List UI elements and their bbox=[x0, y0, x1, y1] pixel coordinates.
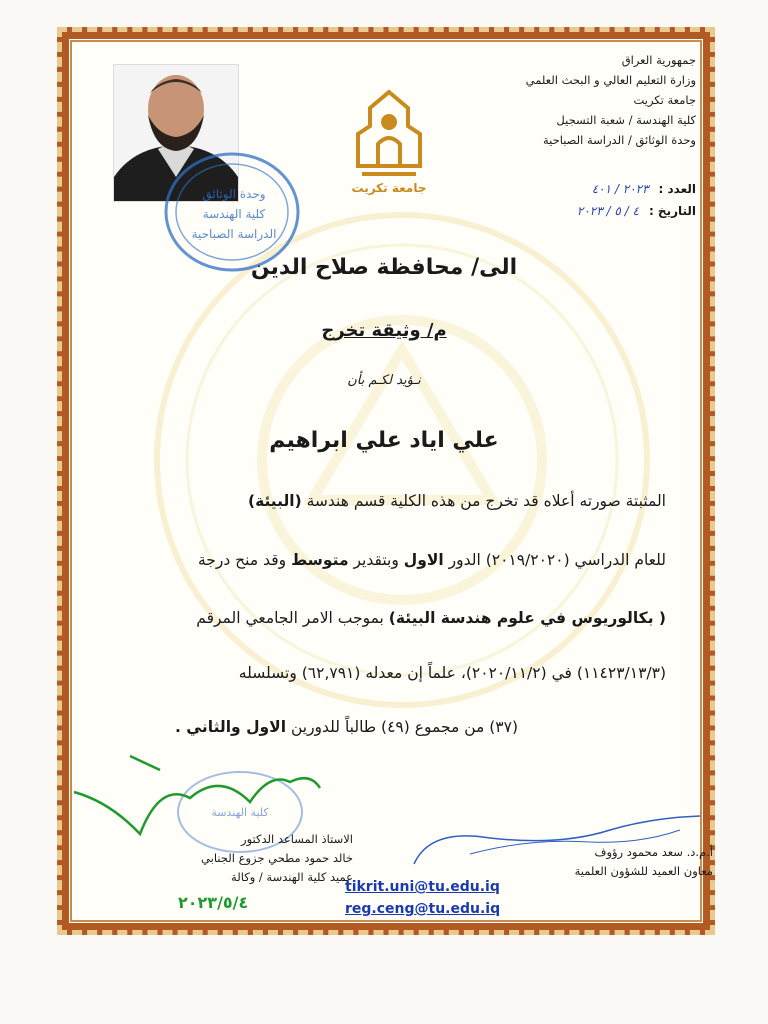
university-line: جامعة تكريت bbox=[633, 93, 696, 107]
body-line-1-text: المثبتة صورته أعلاه قد تخرج من هذه الكلية قسم هندسة bbox=[306, 492, 666, 510]
associate-dean-block bbox=[543, 843, 713, 881]
date-label: التاريخ : bbox=[648, 204, 696, 218]
stamp-line-1: وحدة الوثائق bbox=[202, 187, 266, 201]
degree-name: ( بكالوريوس في علوم هندسة البيئة) bbox=[388, 609, 666, 627]
rank-text: (٣٧) من مجموع (٤٩) طالباً للدورين bbox=[290, 718, 518, 736]
subject-line: م/ وثيقة تخرج bbox=[321, 320, 447, 341]
grade-label: وبتقدير bbox=[353, 551, 399, 569]
reference-block bbox=[456, 178, 696, 222]
student-name: علي اياد علي ابراهيم bbox=[269, 428, 499, 453]
body-line-2 bbox=[76, 551, 666, 569]
rounds-text: الاول والثاني . bbox=[174, 718, 287, 736]
body-line-3 bbox=[76, 609, 666, 627]
issuer-header bbox=[466, 50, 696, 150]
college-line: كلية الهندسة / شعبة التسجيل bbox=[556, 113, 696, 127]
contact-emails bbox=[345, 876, 515, 920]
degree-intro: وقد منح درجة bbox=[197, 551, 287, 569]
logo-text: جامعة تكريت bbox=[351, 181, 427, 195]
dean-name: خالد حمود مطحي جزوع الجنابي bbox=[201, 851, 353, 865]
certify-phrase: نـؤيد لكـم بأن bbox=[347, 373, 421, 388]
body-line-1 bbox=[76, 492, 666, 510]
registration-email-link[interactable]: reg.ceng@tu.edu.iq bbox=[345, 901, 501, 917]
dean-title: الاستاذ المساعد الدكتور bbox=[241, 832, 353, 846]
unit-line: وحدة الوثائق / الدراسة الصباحية bbox=[542, 133, 696, 147]
order-details: (١١٤٢٣/١٣/٣) في (٢٠٢٠/١١/٢)، علماً إن معدله (٦٢,٧٩١) وتسلسله bbox=[238, 664, 666, 682]
documents-unit-stamp bbox=[150, 140, 300, 272]
dean-position: عميد كلية الهندسة / وكالة bbox=[231, 870, 353, 884]
department-name: (البيئة) bbox=[247, 492, 302, 510]
dean-signature-block bbox=[103, 830, 353, 887]
stamp-line-2: كلية الهندسة bbox=[202, 207, 266, 221]
order-text: بموجب الامر الجامعي المرقم bbox=[196, 609, 384, 627]
dean-stamp-text: كلية الهندسة bbox=[211, 806, 269, 819]
ministry-line: وزارة التعليم العالي و البحث العلمي bbox=[525, 73, 696, 87]
country-line: جمهورية العراق bbox=[621, 53, 696, 67]
university-email-link[interactable]: tikrit.uni@tu.edu.iq bbox=[345, 879, 500, 895]
addressee: الى/ محافظة صلاح الدين bbox=[250, 255, 518, 280]
associate-dean-name: أ.م.د. سعد محمود رؤوف bbox=[594, 845, 713, 859]
grade-value: متوسط bbox=[291, 551, 349, 569]
exam-round: الاول bbox=[403, 551, 444, 569]
dean-handwritten-date: ٢٠٢٣/٥/٤ bbox=[178, 893, 249, 912]
body-line-5 bbox=[0, 718, 518, 736]
body-line-4 bbox=[76, 664, 666, 682]
stamp-line-3: الدراسة الصباحية bbox=[191, 227, 277, 241]
academic-year-text: للعام الدراسي (٢٠١٩/٢٠٢٠) الدور bbox=[448, 551, 666, 569]
associate-dean-position: معاون العميد للشؤون العلمية bbox=[574, 864, 713, 878]
number-label: العدد : bbox=[658, 182, 696, 196]
university-logo bbox=[348, 88, 430, 198]
number-value: ٢٠٢٣ / ٤٠١ bbox=[591, 182, 649, 196]
date-value: ٤ / ٥ / ٢٠٢٣ bbox=[576, 204, 639, 218]
